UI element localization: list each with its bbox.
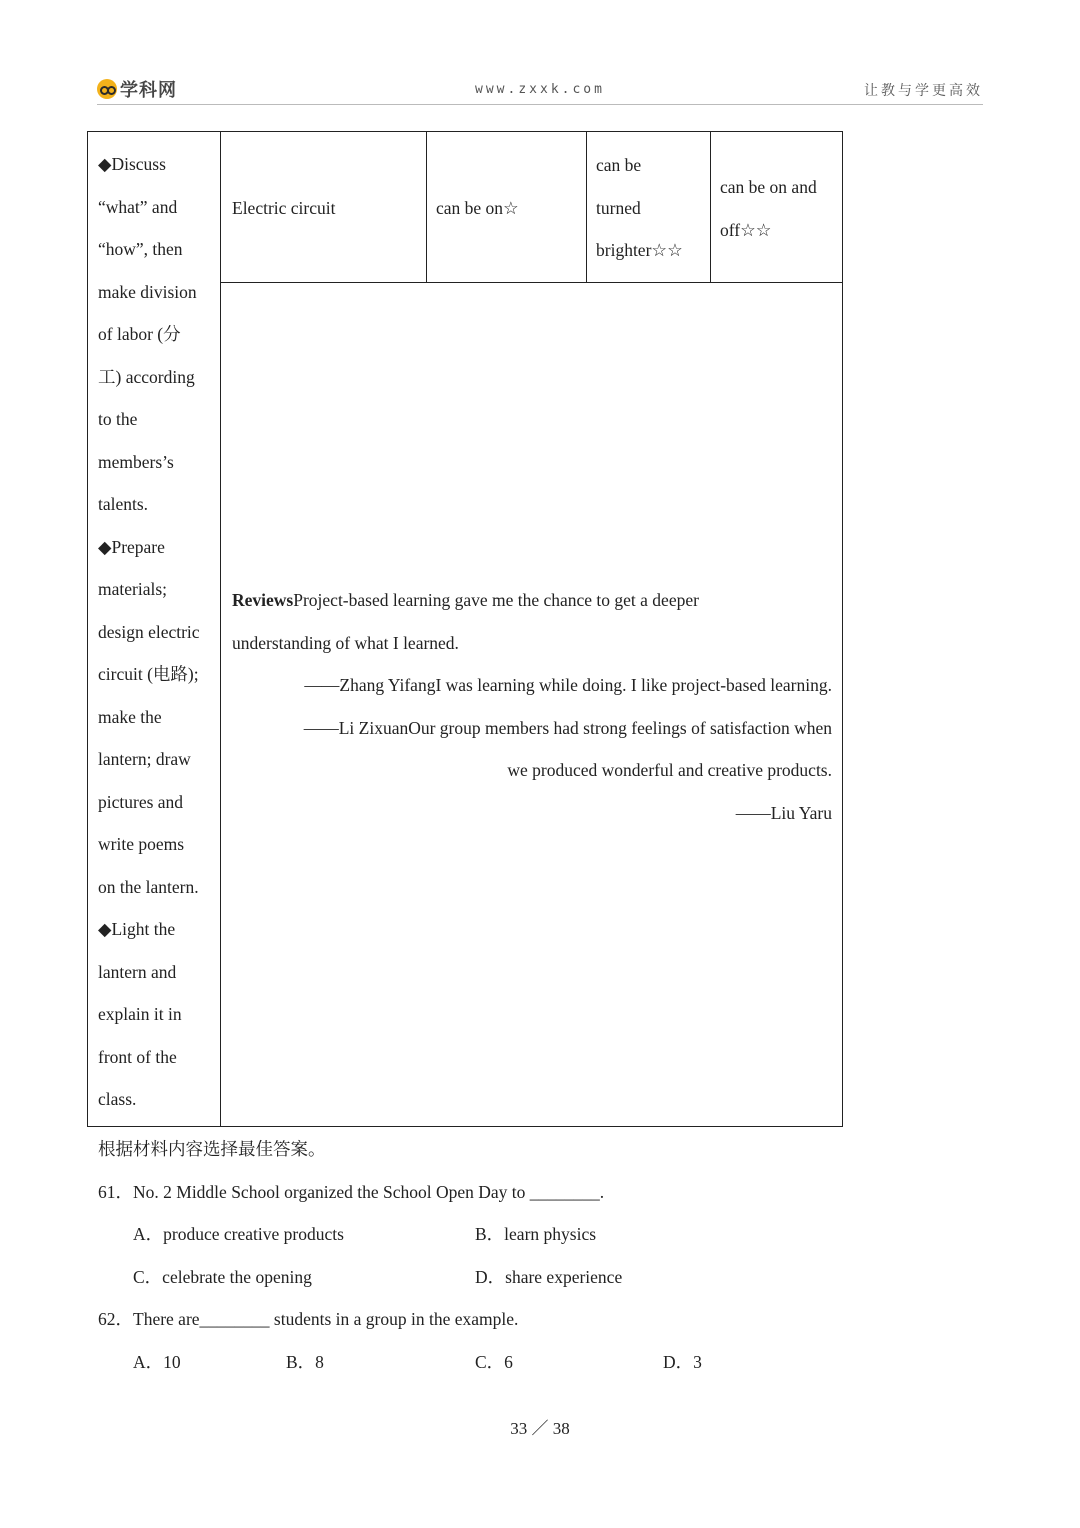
- steps-line: lantern and: [98, 961, 177, 982]
- option-row: [98, 1341, 978, 1384]
- steps-line: “how”, then: [98, 239, 183, 259]
- option-b[interactable]: B．8: [286, 1351, 324, 1372]
- steps-line: ◆Light the: [98, 919, 176, 939]
- steps-line: 工) according: [98, 366, 195, 387]
- steps-line: make division: [98, 281, 197, 302]
- logo-text: 学科网: [120, 80, 177, 101]
- review-author: ——Liu Yaru: [735, 802, 832, 823]
- criteria-level-3-line: can be on and: [720, 177, 817, 197]
- option-b[interactable]: B．learn physics: [475, 1224, 597, 1244]
- criteria-level-3: [720, 166, 817, 251]
- steps-line: design electric: [98, 621, 200, 642]
- option-row: [98, 1213, 978, 1256]
- review-text: understanding of what I learned.: [232, 632, 459, 653]
- header-slogan: 让教与学更高效: [864, 83, 983, 99]
- review-text: ——Li ZixuanOur group members had strong feelings of satisfaction when: [303, 717, 832, 738]
- option-a[interactable]: A．produce creative products: [133, 1224, 344, 1244]
- instruction: 根据材料内容选择最佳答案。: [98, 1139, 326, 1159]
- page-header: [97, 76, 983, 105]
- steps-line: circuit (电路);: [98, 664, 199, 684]
- criteria-level-2-line: can be: [596, 155, 642, 175]
- option-a[interactable]: A．10: [133, 1351, 181, 1372]
- page-number: 33 ／ 38: [510, 1419, 570, 1438]
- criteria-level-3-line: off☆☆: [720, 219, 772, 240]
- steps-line: class.: [98, 1089, 137, 1109]
- review-text: ——Zhang YifangI was learning while doing. I like project-based learning.: [304, 675, 832, 695]
- steps-column: [98, 143, 216, 1121]
- criteria-level-1: can be on☆: [436, 198, 519, 218]
- question-section: [98, 1128, 978, 1383]
- steps-line: on the lantern.: [98, 876, 199, 897]
- steps-line: talents.: [98, 494, 149, 514]
- option-row: [98, 1256, 978, 1299]
- steps-line: of labor (分: [98, 324, 181, 344]
- option-d[interactable]: D．3: [663, 1351, 702, 1372]
- site-url: www.zxxk.com: [475, 82, 605, 97]
- table-divider: [710, 132, 711, 282]
- steps-line: make the: [98, 706, 162, 727]
- steps-line: pictures and: [98, 791, 184, 812]
- table-divider: [586, 132, 587, 282]
- steps-line: to the: [98, 409, 138, 429]
- reviews-heading: Reviews: [232, 590, 294, 610]
- question-stem: 62．There are________ students in a group in the example.: [98, 1309, 519, 1329]
- criteria-level-2: [596, 144, 683, 272]
- steps-line: ◆Discuss: [98, 154, 166, 174]
- option-d[interactable]: D．share experience: [475, 1266, 623, 1287]
- steps-line: ◆Prepare: [98, 536, 165, 557]
- steps-line: materials;: [98, 579, 168, 599]
- review-text: Project-based learning gave me the chance to get a deeper: [293, 590, 699, 610]
- activity-table: [87, 131, 843, 1127]
- table-divider: [426, 132, 427, 282]
- steps-line: members’s: [98, 451, 174, 472]
- review-text: we produced wonderful and creative products.: [507, 760, 832, 780]
- option-c[interactable]: C．celebrate the opening: [133, 1266, 312, 1287]
- table-divider: [220, 282, 842, 283]
- criteria-level-2-line: brighter☆☆: [596, 240, 683, 260]
- criteria-label: Electric circuit: [232, 198, 336, 218]
- option-c[interactable]: C．6: [475, 1351, 513, 1372]
- steps-line: explain it in: [98, 1004, 182, 1024]
- steps-line: front of the: [98, 1046, 177, 1067]
- question-stem: 61．No. 2 Middle School organized the School Open Day to ________.: [98, 1181, 605, 1202]
- steps-line: “what” and: [98, 196, 178, 217]
- steps-line: write poems: [98, 834, 185, 854]
- reviews-block: [232, 579, 832, 834]
- criteria-level-2-line: turned: [596, 197, 641, 218]
- steps-line: lantern; draw: [98, 749, 191, 769]
